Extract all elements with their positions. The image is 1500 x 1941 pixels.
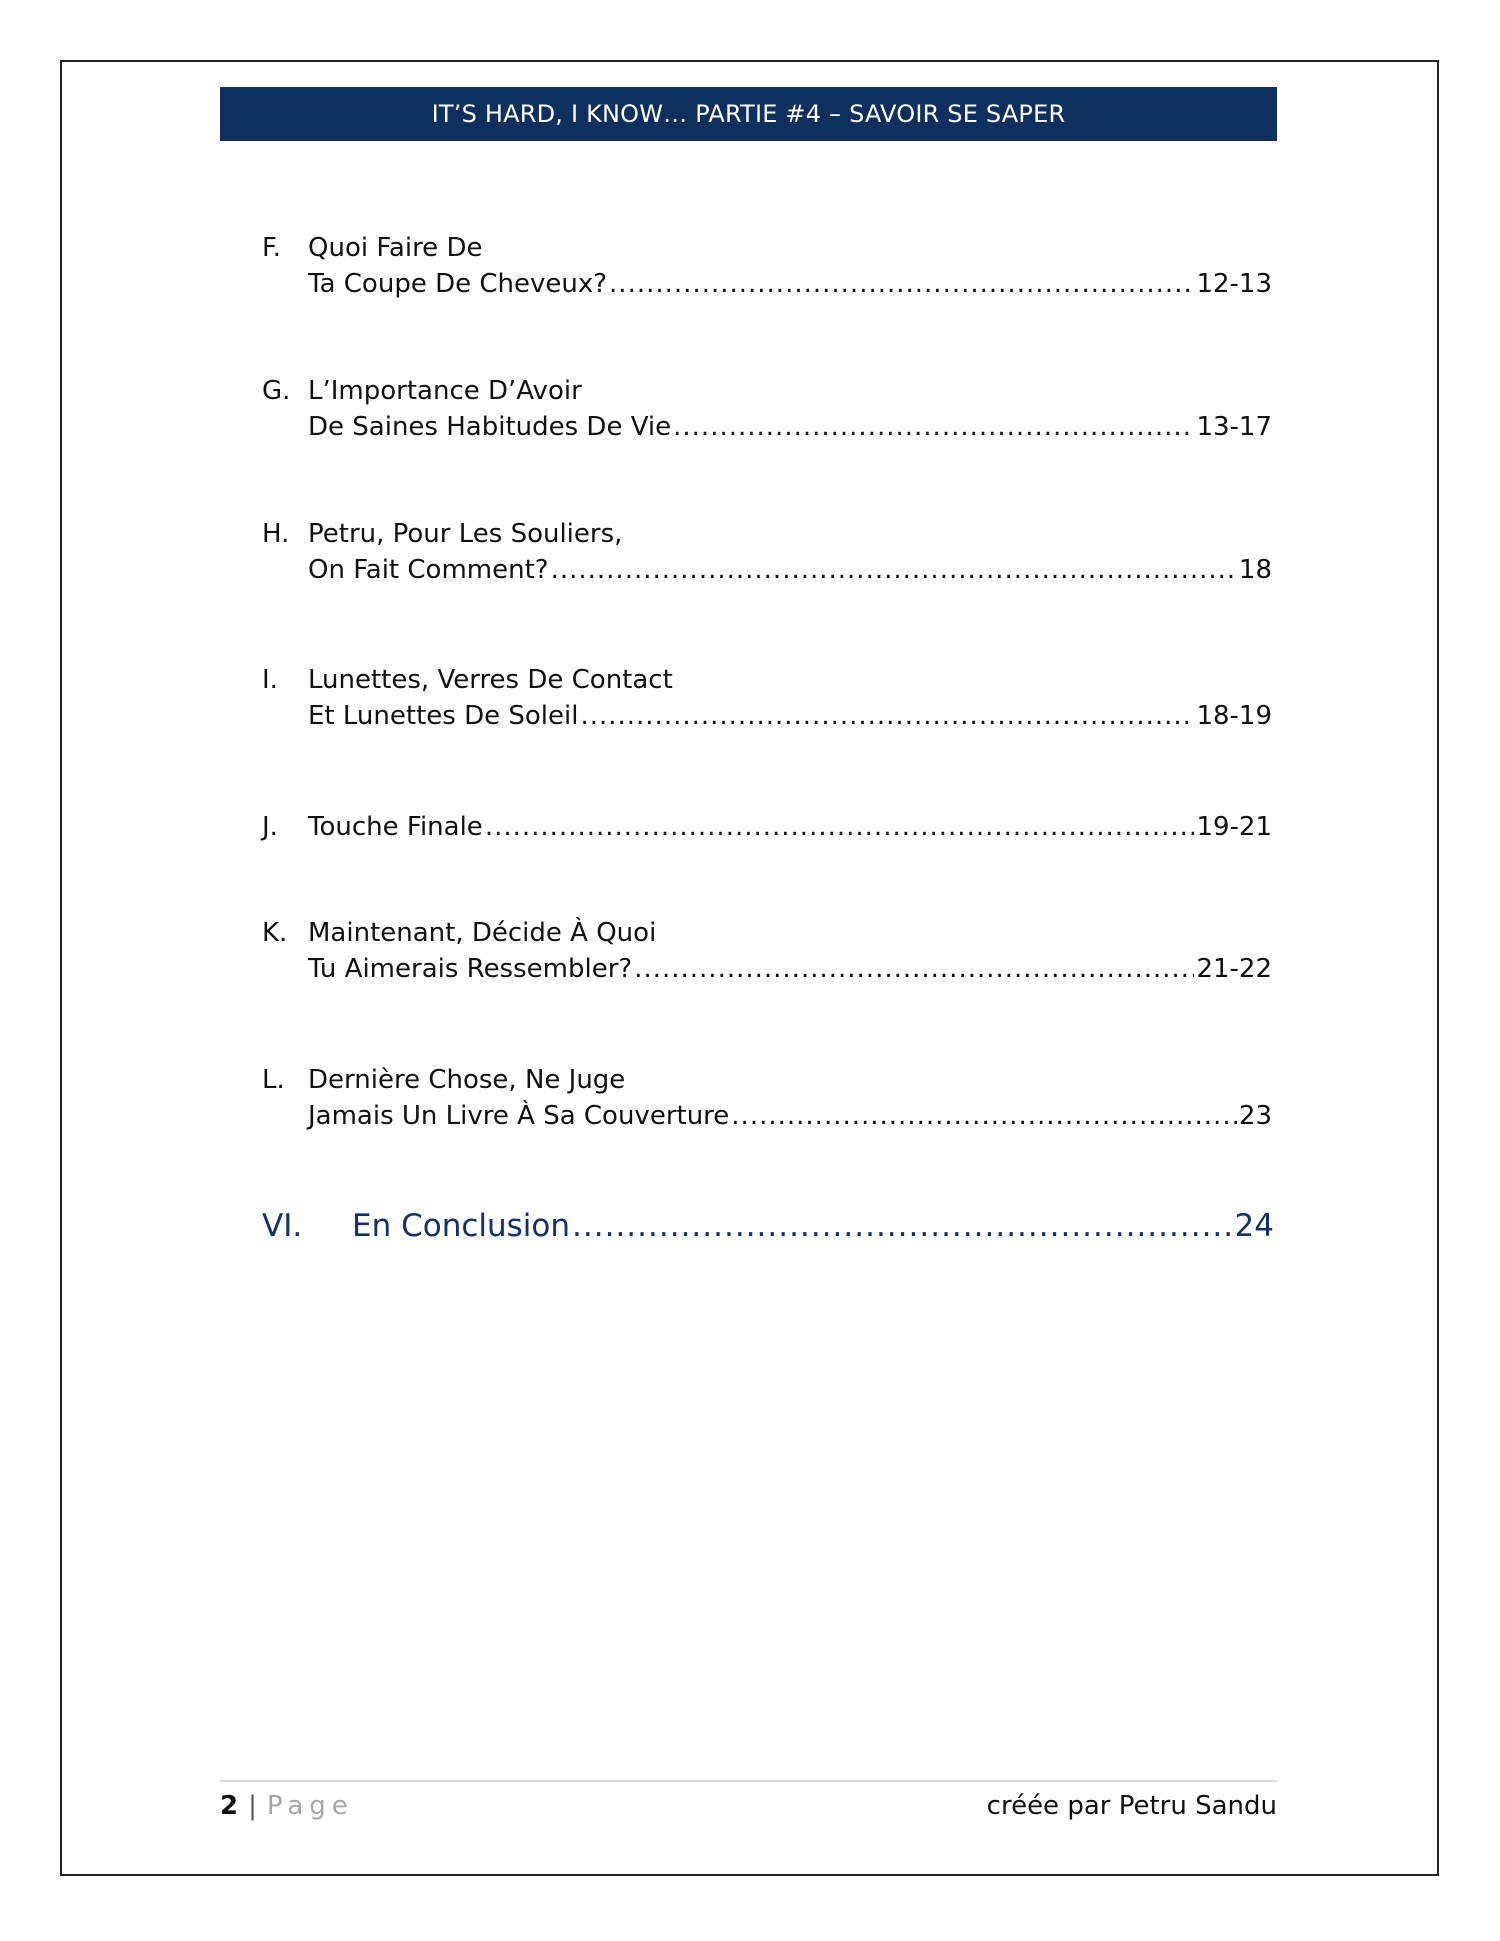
dot-leader xyxy=(731,1098,1237,1134)
footer-page-info xyxy=(220,1791,354,1821)
toc-entry-letter: L. xyxy=(262,1065,285,1095)
toc-section-title: En Conclusion xyxy=(352,1208,571,1244)
toc-entry-title-line2: Tu Aimerais Ressembler? xyxy=(308,954,633,984)
toc-entry-page: 21-22 xyxy=(1196,954,1272,984)
toc-section-page: 24 xyxy=(1234,1208,1274,1244)
toc-entry-page: 18-19 xyxy=(1196,701,1272,731)
toc-entry-title-line2: Et Lunettes De Soleil xyxy=(308,701,579,731)
dot-leader xyxy=(673,409,1194,445)
toc-entry-title-line1: Dernière Chose, Ne Juge xyxy=(308,1065,626,1095)
toc-entry-letter: G. xyxy=(262,376,291,406)
toc-entry-page: 13-17 xyxy=(1196,412,1272,442)
toc-entry-title-line1: Quoi Faire De xyxy=(308,233,483,263)
toc-section-conclusion[interactable] xyxy=(262,1206,1274,1246)
footer-page-number: 2 xyxy=(220,1791,239,1821)
toc-entry-page: 19-21 xyxy=(1196,812,1272,842)
toc-entry-letter: J. xyxy=(262,812,278,842)
toc-section-numeral: VI. xyxy=(262,1208,303,1244)
footer-separator: | xyxy=(248,1791,257,1821)
dot-leader xyxy=(634,951,1194,987)
toc-entry-page: 12-13 xyxy=(1196,269,1272,299)
toc-entry-title-line1: L’Importance D’Avoir xyxy=(308,376,582,406)
footer-divider xyxy=(220,1780,1277,1782)
toc-entry-title-line2: On Fait Comment? xyxy=(308,555,549,585)
dot-leader xyxy=(572,1206,1233,1246)
toc-entry-title-line1: Petru, Pour Les Souliers, xyxy=(308,519,623,549)
toc-entry-title-line1: Lunettes, Verres De Contact xyxy=(308,665,673,695)
footer-credit: créée par Petru Sandu xyxy=(986,1791,1277,1821)
dot-leader xyxy=(485,809,1195,845)
toc-entry-letter: I. xyxy=(262,665,278,695)
document-header-title: IT’S HARD, I KNOW… PARTIE #4 – SAVOIR SE SAPER xyxy=(431,100,1066,128)
toc-entry-page: 23 xyxy=(1238,1101,1272,1131)
dot-leader xyxy=(609,266,1194,302)
dot-leader xyxy=(551,552,1237,588)
toc-entry-letter: F. xyxy=(262,233,282,263)
toc-entry-title-line2: Ta Coupe De Cheveux? xyxy=(308,269,608,299)
page-footer xyxy=(220,1786,1277,1826)
toc-entry-title-line2: Touche Finale xyxy=(308,812,483,842)
footer-page-label: Page xyxy=(266,1791,354,1821)
toc-entry-title-line1: Maintenant, Décide À Quoi xyxy=(308,918,657,948)
toc-entry-title-line2: De Saines Habitudes De Vie xyxy=(308,412,672,442)
toc-entry-letter: K. xyxy=(262,918,288,948)
document-header xyxy=(220,87,1277,141)
toc-entry-page: 18 xyxy=(1238,555,1272,585)
dot-leader xyxy=(580,698,1194,734)
toc-entry-title-line2: Jamais Un Livre À Sa Couverture xyxy=(308,1101,730,1131)
toc-entry-letter: H. xyxy=(262,519,290,549)
